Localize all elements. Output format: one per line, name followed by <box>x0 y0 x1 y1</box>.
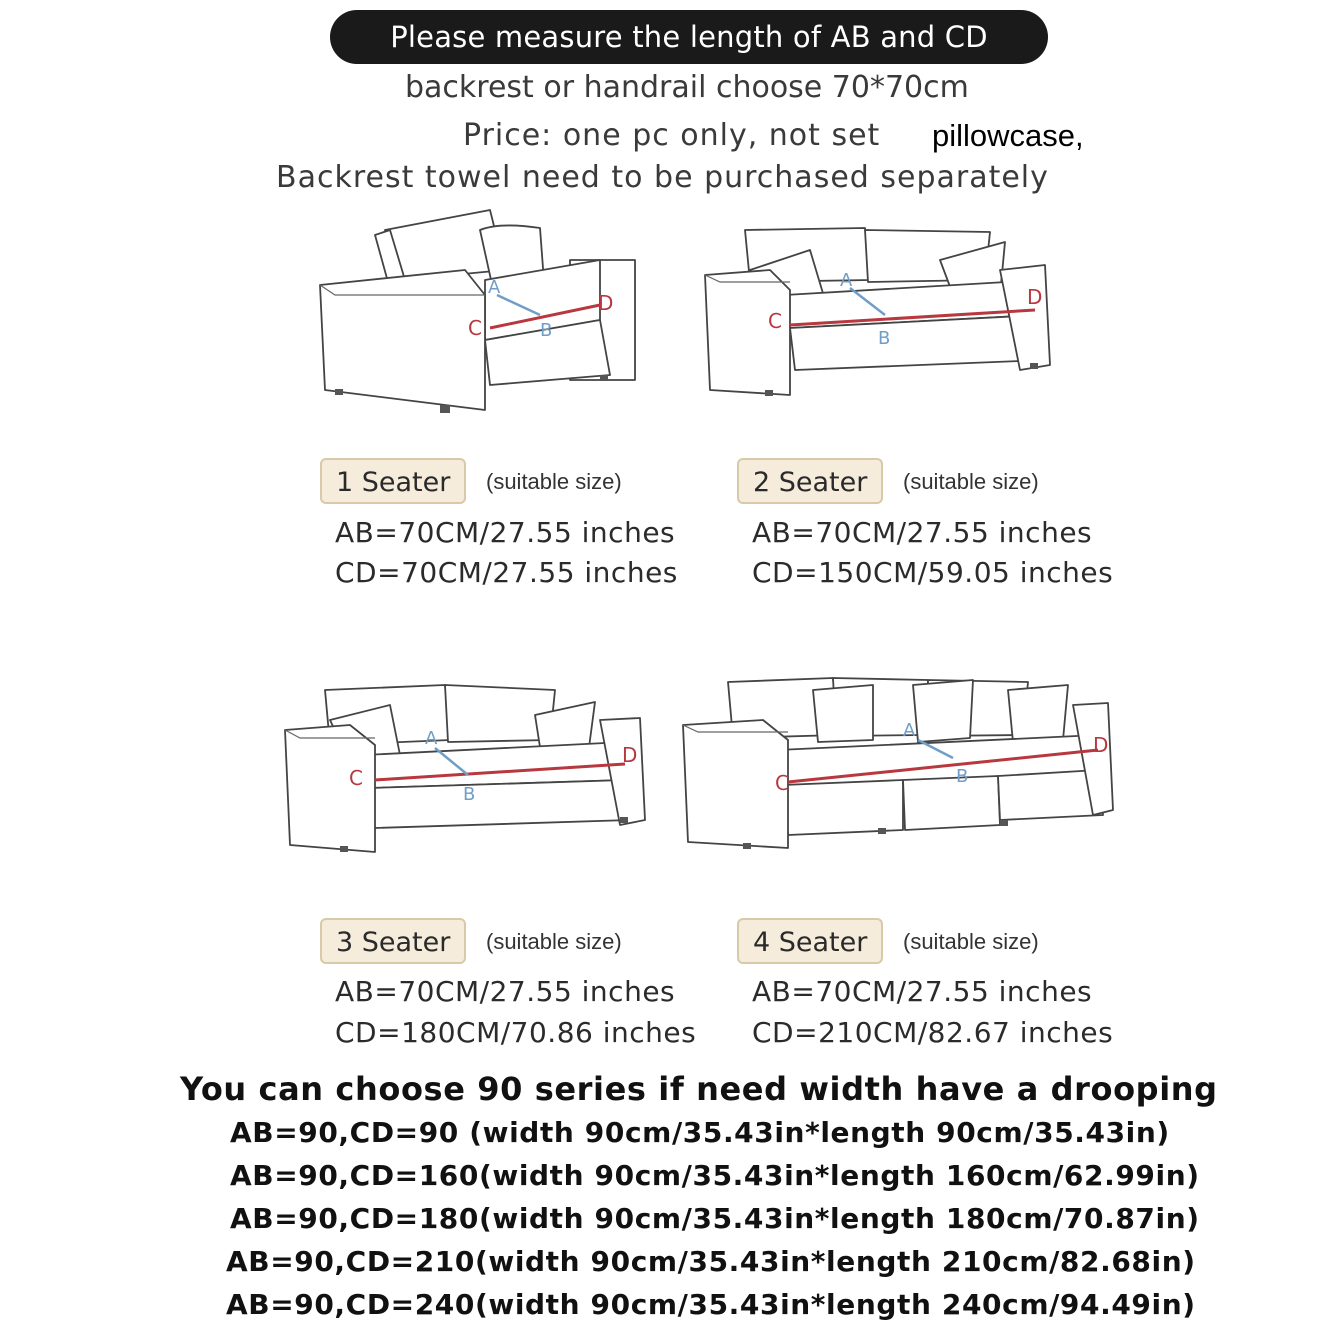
label-d: D <box>1027 285 1043 309</box>
price-note: Price: one pc only, not set <box>463 118 881 153</box>
label-c: C <box>775 771 789 795</box>
towel-note: Backrest towel need to be purchased separately <box>276 160 1049 195</box>
seater-badge-3: 3 Seater <box>320 918 466 964</box>
label-b: B <box>878 328 891 349</box>
series90-row: AB=90,CD=90 (width 90cm/35.43in*length 90cm/35.43in) <box>230 1116 1170 1149</box>
two-seater-cd: CD=150CM/59.05 inches <box>752 556 1114 589</box>
label-c: C <box>468 316 482 340</box>
suitable-size-note: (suitable size) <box>903 469 1039 494</box>
seater-badge-4: 4 Seater <box>737 918 883 964</box>
label-d: D <box>598 291 614 315</box>
label-c: C <box>768 309 782 333</box>
three-seater-ab: AB=70CM/27.55 inches <box>335 975 676 1008</box>
label-a: A <box>488 277 501 298</box>
four-seater-cd: CD=210CM/82.67 inches <box>752 1016 1114 1049</box>
label-d: D <box>622 743 638 767</box>
two-seater-sofa-illustration <box>700 220 1060 410</box>
one-seater-ab: AB=70CM/27.55 inches <box>335 516 676 549</box>
suitable-size-note: (suitable size) <box>486 469 622 494</box>
label-b: B <box>463 784 476 805</box>
backrest-note: backrest or handrail choose 70*70cm <box>405 70 969 105</box>
four-seater-ab: AB=70CM/27.55 inches <box>752 975 1093 1008</box>
suitable-size-note: (suitable size) <box>903 929 1039 954</box>
series90-row: AB=90,CD=210(width 90cm/35.43in*length 210cm/82.68in) <box>226 1245 1196 1278</box>
label-a: A <box>840 270 853 291</box>
label-b: B <box>540 320 553 341</box>
four-seater-sofa-illustration <box>678 670 1118 860</box>
series90-row: AB=90,CD=180(width 90cm/35.43in*length 180cm/70.87in) <box>230 1202 1200 1235</box>
suitable-size-note: (suitable size) <box>486 929 622 954</box>
one-seater-sofa-illustration <box>300 200 650 430</box>
three-seater-sofa-illustration <box>280 680 650 860</box>
price-note-tail: pillowcase, <box>932 118 1084 153</box>
label-a: A <box>903 720 916 741</box>
series90-row: AB=90,CD=160(width 90cm/35.43in*length 160cm/62.99in) <box>230 1159 1200 1192</box>
label-a: A <box>425 728 438 749</box>
label-c: C <box>349 766 363 790</box>
label-b: B <box>956 766 969 787</box>
label-d: D <box>1093 733 1109 757</box>
series90-row: AB=90,CD=240(width 90cm/35.43in*length 240cm/94.49in) <box>226 1288 1196 1321</box>
two-seater-ab: AB=70CM/27.55 inches <box>752 516 1093 549</box>
three-seater-cd: CD=180CM/70.86 inches <box>335 1016 697 1049</box>
series90-title: You can choose 90 series if need width have a drooping <box>180 1070 1218 1108</box>
header-banner: Please measure the length of AB and CD <box>330 10 1048 64</box>
seater-badge-1: 1 Seater <box>320 458 466 504</box>
seater-badge-2: 2 Seater <box>737 458 883 504</box>
one-seater-cd: CD=70CM/27.55 inches <box>335 556 678 589</box>
